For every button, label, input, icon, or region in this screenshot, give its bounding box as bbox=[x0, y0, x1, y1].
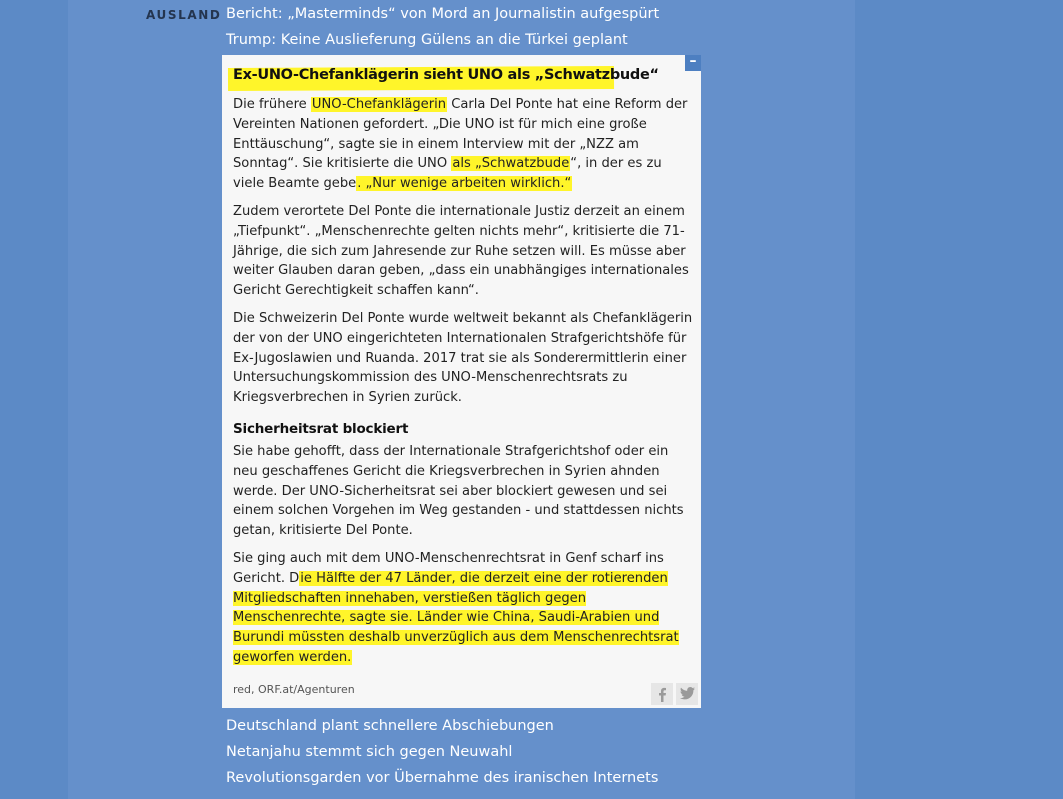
article-panel bbox=[222, 55, 701, 708]
twitter-icon[interactable] bbox=[676, 683, 698, 705]
article-paragraph: Die frühere UNO-Chefanklägerin Carla Del Ponte hat eine Reform der Vereinten Nationen gefordert. „Die UNO ist für mich eine große Enttäuschung“, sagte sie in einem Interview mit der „NZZ am Sonntag“. Sie kritisierte die UNO als „Schwatzbude“, in der es zu viele Beamte gebe. „Nur wenige arbeiten wirklich.“ bbox=[233, 97, 688, 192]
highlighted-text: . „Nur wenige arbeiten wirklich.“ bbox=[357, 176, 572, 192]
article-source: red, ORF.at/Agenturen bbox=[233, 683, 355, 696]
news-link[interactable]: Netanjahu stemmt sich gegen Neuwahl bbox=[226, 744, 513, 760]
article-subheading: Sicherheitsrat blockiert bbox=[233, 421, 409, 437]
section-label: AUSLAND bbox=[146, 8, 222, 22]
highlighted-text: UNO-Chefanklägerin bbox=[311, 97, 447, 112]
article-paragraph: Sie ging auch mit dem UNO-Menschenrechtsrat in Genf scharf ins Gericht. Die Hälfte der 47 Länder, die derzeit eine der rotierenden Mitgliedschaften innehaben, verstießen täglich gegen Menschenrechte, sagte sie. Länder wie China, Saudi-Arabien und Burundi müssten deshalb unverzüglich aus dem Menschenrechtsrat geworfen werden. bbox=[233, 551, 679, 665]
article-paragraph: Sie habe gehofft, dass der Internationale Strafgerichtshof oder ein neu geschaffenes Gericht die Kriegsverbrechen in Syrien ahnden werde. Der UNO-Sicherheitsrat sei aber blockiert gewesen und sei einem solchen Vorgehen im Weg gestanden - und stattdessen nichts getan, kritisierte Del Ponte. bbox=[233, 444, 684, 539]
article-paragraph: Die Schweizerin Del Ponte wurde weltweit bekannt als Chefanklägerin der von der UNO eingerichteten Internationalen Strafgerichtshöfe für Ex-Jugoslawien und Ruanda. 2017 trat sie als Sonderermittlerin einer Untersuchungskommission des UNO-Menschenrechtsrats zu Kriegsverbrechen in Syrien zurück. bbox=[233, 311, 693, 406]
article-paragraph: Zudem verortete Del Ponte die internationale Justiz derzeit an einem „Tiefpunkt“. „Menschenrechte gelten nichts mehr“, kritisierte die 71-Jährige, die sich zum Jahresende zur Ruhe setzen will. Es müsse aber weiter Glauben daran geben, „dass ein unabhängiges internationales Gericht Gerechtigkeit schaffen kann“. bbox=[233, 204, 689, 299]
highlighted-text: ie Hälfte der 47 Länder, die derzeit eine der rotierenden Mitgliedschaften innehaben, verstießen täglich gegen Menschenrechte, sagte sie. Länder wie China, Saudi-Arabien und Burundi müssten deshalb unverzüglich aus dem Menschenrechtsrat geworfen werden. bbox=[233, 570, 679, 665]
facebook-icon[interactable] bbox=[651, 683, 673, 705]
news-link[interactable]: Revolutionsgarden vor Übernahme des iranischen Internets bbox=[226, 770, 659, 786]
news-link[interactable]: Bericht: „Masterminds“ von Mord an Journalistin aufgespürt bbox=[226, 6, 660, 22]
highlighted-text: als „Schwatzbude bbox=[452, 156, 570, 172]
article-title: Ex-UNO-Chefanklägerin sieht UNO als „Schwatzbude“ bbox=[233, 67, 659, 83]
collapse-button[interactable]: – bbox=[685, 55, 701, 71]
news-link[interactable]: Trump: Keine Auslieferung Gülens an die Türkei geplant bbox=[226, 32, 628, 48]
news-link[interactable]: Deutschland plant schnellere Abschiebungen bbox=[226, 718, 554, 734]
